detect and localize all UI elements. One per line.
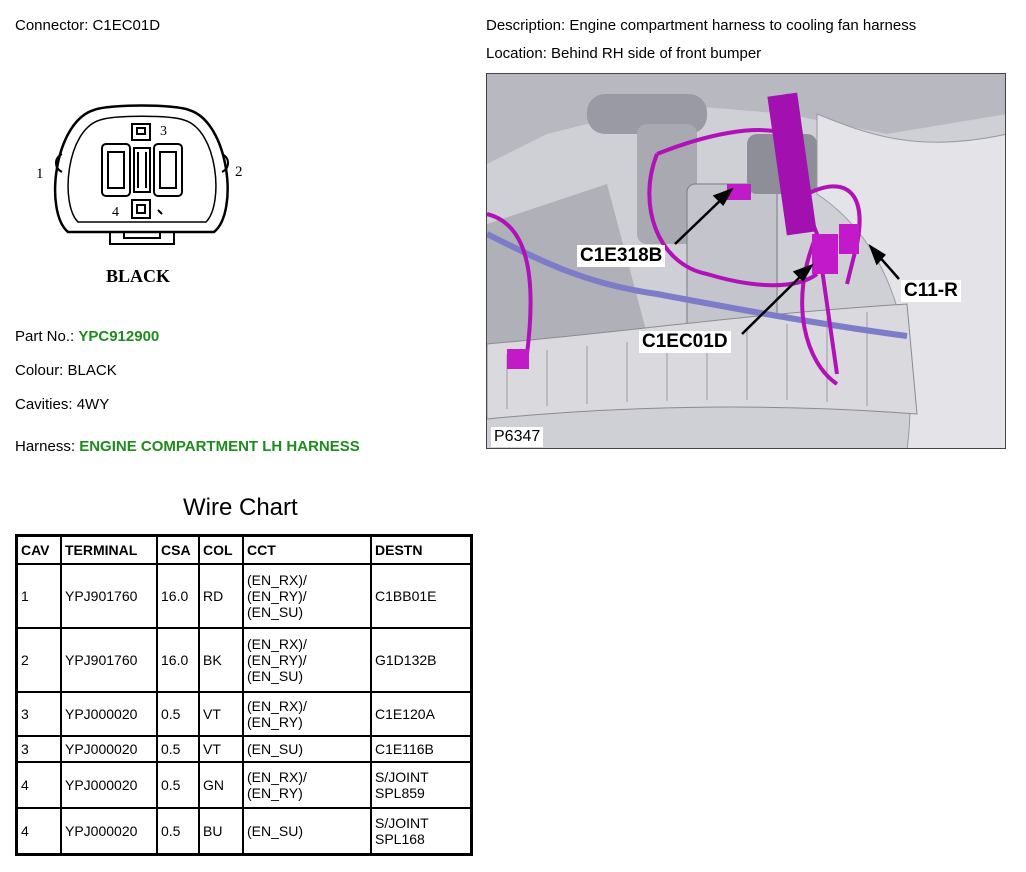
colour-value: BLACK [67, 362, 117, 379]
cell-cct-line: (EN_RX)/ [247, 769, 307, 785]
table-row [17, 762, 472, 808]
harness-link[interactable]: ENGINE COMPARTMENT LH HARNESS [79, 438, 360, 455]
colour-label: Colour: [15, 362, 64, 379]
cell-col: BK [199, 628, 243, 692]
harness-row [15, 438, 360, 456]
cell-csa: 0.5 [157, 762, 199, 808]
cell-csa: 0.5 [157, 692, 199, 736]
cell-terminal: YPJ000020 [61, 808, 157, 854]
cell-cct [243, 564, 371, 628]
cell-cct [243, 762, 371, 808]
cell-cct-line: (EN_RX)/ [247, 698, 307, 714]
part-number-label: Part No.: [15, 328, 75, 345]
engine-bay-illustration [487, 74, 1006, 449]
cell-cct-line: (EN_RX)/ [247, 572, 307, 588]
cell-cct-line: (EN_RY)/ [247, 588, 307, 604]
column-header-cav: CAV [17, 536, 62, 565]
cell-terminal: YPJ901760 [61, 628, 157, 692]
pin-3-label: 3 [160, 124, 167, 139]
location-photo [486, 73, 1006, 449]
cell-destn-line: G1D132B [375, 652, 437, 668]
cell-cct [243, 692, 371, 736]
cell-col: BU [199, 808, 243, 854]
cell-terminal: YPJ901760 [61, 564, 157, 628]
cell-col: VT [199, 692, 243, 736]
cell-cct-line: (EN_RX)/ [247, 636, 307, 652]
cell-destn [371, 564, 472, 628]
cell-cct-line: (EN_SU) [247, 741, 304, 757]
photo-id: P6347 [491, 427, 543, 447]
cell-cav: 3 [17, 692, 62, 736]
cell-destn-line: S/JOINT [375, 814, 429, 831]
cell-destn [371, 808, 472, 854]
cell-destn [371, 762, 472, 808]
cell-cav: 1 [17, 564, 62, 628]
cell-destn-line: C1E116B [375, 741, 434, 757]
harness-label: Harness: [15, 438, 76, 455]
cell-destn-line: C1BB01E [375, 588, 437, 604]
table-row [17, 628, 472, 692]
cavities-row [15, 396, 109, 414]
cell-cav: 4 [17, 808, 62, 854]
column-header-destn: DESTN [371, 536, 472, 565]
cell-csa: 0.5 [157, 808, 199, 854]
cell-cct-line: (EN_SU) [247, 822, 304, 839]
cavities-label: Cavities: [15, 396, 73, 413]
part-number-row [15, 328, 159, 346]
cell-cav: 2 [17, 628, 62, 692]
cell-cct [243, 736, 371, 762]
cell-cav: 3 [17, 736, 62, 762]
cell-terminal: YPJ000020 [61, 736, 157, 762]
column-header-cct: CCT [243, 536, 371, 565]
table-header-row [17, 536, 472, 565]
description-label: Description: Engine compartment harness to cooling fan harness [486, 17, 917, 34]
wire-chart-title: Wire Chart [183, 494, 298, 521]
cell-cct-line: (EN_RY) [247, 714, 303, 730]
column-header-csa: CSA [157, 536, 199, 565]
cell-cct-line: (EN_SU) [247, 604, 304, 620]
location-label: Location: Behind RH side of front bumper [486, 45, 762, 62]
column-header-col: COL [199, 536, 243, 565]
cavities-value: 4WY [76, 396, 110, 413]
callout-c1e318b: C1E318B [577, 245, 665, 267]
cell-col: RD [199, 564, 243, 628]
cell-destn [371, 736, 472, 762]
cell-cct-line: (EN_RY) [247, 785, 303, 801]
cell-col: VT [199, 736, 243, 762]
pin-2-label: 2 [235, 164, 243, 180]
cell-csa: 0.5 [157, 736, 199, 762]
cell-destn-line: S/JOINT [375, 769, 429, 785]
cell-csa: 16.0 [157, 628, 199, 692]
cell-destn-line: SPL859 [375, 785, 425, 801]
cell-destn [371, 692, 472, 736]
cell-col: GN [199, 762, 243, 808]
column-header-terminal: TERMINAL [61, 536, 157, 565]
cell-cct [243, 808, 371, 854]
part-number-link[interactable]: YPC912900 [78, 328, 160, 345]
cell-cct-line: (EN_RY)/ [247, 652, 307, 668]
callout-c11-r: C11-R [901, 280, 961, 302]
cell-cct-line: (EN_SU) [247, 668, 304, 684]
table-row [17, 808, 472, 854]
cell-destn-line: SPL168 [375, 830, 425, 847]
connector-face-diagram [24, 92, 264, 292]
table-row [17, 692, 472, 736]
cell-destn-line: C1E120A [375, 706, 435, 722]
callout-c1ec01d: C1EC01D [639, 331, 731, 353]
cell-terminal: YPJ000020 [61, 762, 157, 808]
pin-1-label: 1 [36, 166, 44, 182]
connector-id-label: Connector: C1EC01D [15, 17, 161, 34]
wire-chart-table [15, 534, 473, 856]
cell-csa: 16.0 [157, 564, 199, 628]
table-row [17, 736, 472, 762]
connector-colour-caption: BLACK [106, 266, 171, 286]
cell-cct [243, 628, 371, 692]
cell-destn [371, 628, 472, 692]
cell-terminal: YPJ000020 [61, 692, 157, 736]
cell-cav: 4 [17, 762, 62, 808]
table-row [17, 564, 472, 628]
colour-row [15, 362, 117, 380]
pin-4-label: 4 [112, 205, 119, 220]
